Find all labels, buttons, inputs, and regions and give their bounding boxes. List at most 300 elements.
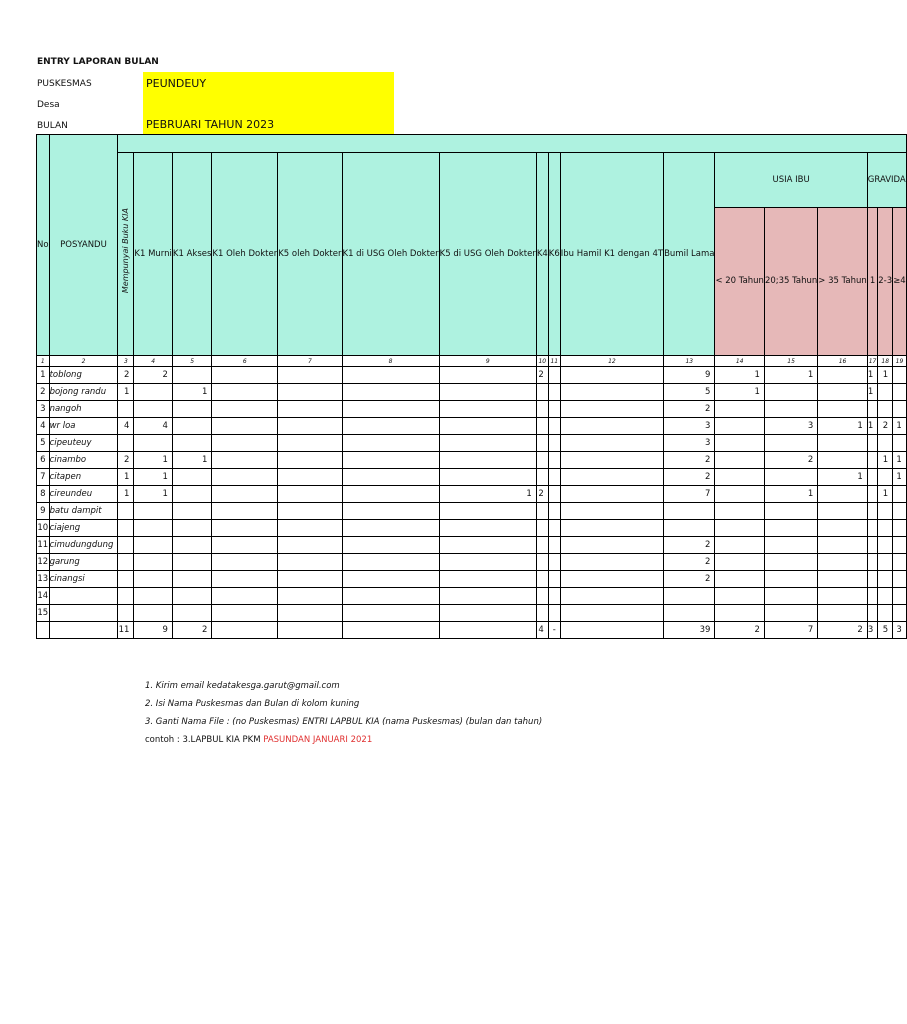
column-number: 5 <box>172 356 212 367</box>
table-cell[interactable]: 1 <box>878 452 893 469</box>
table-cell[interactable] <box>536 571 548 588</box>
table-cell[interactable] <box>867 503 877 520</box>
table-cell[interactable] <box>172 520 212 537</box>
table-cell[interactable] <box>278 503 342 520</box>
table-cell[interactable]: 4 <box>118 418 134 435</box>
table-cell[interactable] <box>715 401 765 418</box>
table-cell[interactable] <box>278 435 342 452</box>
table-cell[interactable] <box>212 588 278 605</box>
table-cell[interactable] <box>893 605 907 622</box>
table-cell[interactable]: 1 <box>893 452 907 469</box>
table-cell[interactable] <box>212 401 278 418</box>
table-cell[interactable]: 2 <box>118 452 134 469</box>
table-cell[interactable] <box>342 503 439 520</box>
table-cell[interactable]: 2 <box>536 486 548 503</box>
table-cell[interactable] <box>878 401 893 418</box>
table-cell[interactable] <box>878 469 893 486</box>
table-cell[interactable]: 1 <box>764 367 817 384</box>
row-posyandu[interactable]: cinambo <box>49 452 118 469</box>
table-cell[interactable] <box>439 503 536 520</box>
table-cell[interactable] <box>764 435 817 452</box>
row-posyandu[interactable] <box>49 605 118 622</box>
table-cell[interactable] <box>548 605 560 622</box>
table-cell[interactable] <box>548 452 560 469</box>
table-cell[interactable] <box>439 605 536 622</box>
table-cell[interactable] <box>134 537 173 554</box>
table-cell[interactable] <box>818 435 868 452</box>
col-gravida-1: 1 <box>867 208 877 356</box>
table-cell[interactable] <box>536 384 548 401</box>
table-cell[interactable] <box>560 571 663 588</box>
table-cell[interactable] <box>172 605 212 622</box>
table-cell[interactable]: 1 <box>134 452 173 469</box>
table-cell[interactable] <box>134 401 173 418</box>
table-cell[interactable] <box>536 605 548 622</box>
table-cell[interactable] <box>134 554 173 571</box>
table-cell[interactable] <box>764 401 817 418</box>
table-cell[interactable] <box>867 401 877 418</box>
row-no: 1 <box>37 367 50 384</box>
table-cell[interactable] <box>278 418 342 435</box>
table-cell[interactable] <box>715 435 765 452</box>
table-cell[interactable]: 1 <box>818 418 868 435</box>
table-cell[interactable] <box>172 486 212 503</box>
puskesmas-value[interactable]: PEUNDEUY <box>146 77 207 90</box>
table-cell[interactable] <box>536 401 548 418</box>
table-cell[interactable]: 2 <box>764 452 817 469</box>
table-cell[interactable] <box>764 520 817 537</box>
table-cell[interactable] <box>893 401 907 418</box>
table-cell[interactable] <box>536 537 548 554</box>
row-no: 7 <box>37 469 50 486</box>
table-cell[interactable] <box>278 554 342 571</box>
table-cell[interactable] <box>715 520 765 537</box>
table-cell[interactable] <box>715 571 765 588</box>
col-k5-usg: K5 di USG Oleh Dokter <box>439 153 536 356</box>
table-cell[interactable]: 4 <box>134 418 173 435</box>
table-cell[interactable] <box>536 520 548 537</box>
table-cell[interactable] <box>560 452 663 469</box>
table-cell[interactable] <box>548 418 560 435</box>
table-cell[interactable] <box>878 588 893 605</box>
table-cell[interactable] <box>278 401 342 418</box>
table-cell[interactable] <box>548 384 560 401</box>
row-no: 9 <box>37 503 50 520</box>
table-cell[interactable] <box>867 469 877 486</box>
table-cell[interactable]: 2 <box>664 554 715 571</box>
table-cell[interactable] <box>764 503 817 520</box>
table-cell[interactable] <box>715 486 765 503</box>
table-cell[interactable] <box>878 435 893 452</box>
table-cell[interactable] <box>893 520 907 537</box>
table-cell[interactable] <box>818 537 868 554</box>
table-cell[interactable] <box>560 367 663 384</box>
table-cell[interactable] <box>818 486 868 503</box>
table-cell[interactable] <box>715 588 765 605</box>
table-cell[interactable] <box>818 401 868 418</box>
table-cell[interactable] <box>536 469 548 486</box>
column-number: 10 <box>536 356 548 367</box>
table-cell[interactable]: 1 <box>867 367 877 384</box>
table-cell[interactable] <box>118 571 134 588</box>
table-cell[interactable]: 1 <box>715 367 765 384</box>
table-cell[interactable]: 3 <box>764 418 817 435</box>
table-cell[interactable] <box>212 435 278 452</box>
table-cell[interactable] <box>715 554 765 571</box>
table-cell[interactable]: 1 <box>118 384 134 401</box>
row-posyandu[interactable]: batu dampit <box>49 503 118 520</box>
table-cell[interactable] <box>818 452 868 469</box>
table-cell[interactable] <box>560 486 663 503</box>
table-cell[interactable] <box>342 571 439 588</box>
table-cell[interactable] <box>664 588 715 605</box>
table-cell[interactable] <box>893 503 907 520</box>
table-cell[interactable] <box>764 554 817 571</box>
table-cell[interactable] <box>560 401 663 418</box>
table-cell[interactable]: 1 <box>764 486 817 503</box>
table-cell[interactable] <box>536 435 548 452</box>
table-cell[interactable]: 1 <box>878 486 893 503</box>
table-cell[interactable] <box>278 605 342 622</box>
col-k5-dokter: K5 oleh Dokter <box>278 153 342 356</box>
table-cell[interactable] <box>342 537 439 554</box>
table-cell[interactable] <box>278 486 342 503</box>
table-cell[interactable] <box>134 435 173 452</box>
row-posyandu[interactable]: ciajeng <box>49 520 118 537</box>
row-posyandu[interactable] <box>49 588 118 605</box>
table-cell[interactable]: 1 <box>118 486 134 503</box>
table-cell[interactable] <box>818 367 868 384</box>
table-cell[interactable] <box>893 588 907 605</box>
table-cell[interactable] <box>342 452 439 469</box>
row-posyandu[interactable]: wr loa <box>49 418 118 435</box>
column-number: 9 <box>439 356 536 367</box>
table-cell[interactable] <box>342 520 439 537</box>
table-cell[interactable]: 1 <box>867 418 877 435</box>
table-row <box>37 435 907 452</box>
table-row <box>37 537 907 554</box>
table-cell[interactable] <box>548 469 560 486</box>
table-cell[interactable] <box>118 537 134 554</box>
table-cell[interactable] <box>878 537 893 554</box>
table-cell[interactable] <box>548 537 560 554</box>
table-cell[interactable] <box>118 520 134 537</box>
table-cell[interactable] <box>893 537 907 554</box>
table-cell[interactable] <box>212 605 278 622</box>
table-cell[interactable] <box>893 384 907 401</box>
table-cell[interactable] <box>818 588 868 605</box>
table-cell[interactable] <box>439 588 536 605</box>
table-cell[interactable] <box>878 571 893 588</box>
totals-row <box>37 622 907 639</box>
table-cell[interactable] <box>134 384 173 401</box>
table-cell[interactable] <box>878 605 893 622</box>
table-cell[interactable] <box>867 554 877 571</box>
bulan-label: BULAN <box>37 121 68 131</box>
table-cell[interactable] <box>172 401 212 418</box>
table-cell[interactable] <box>664 503 715 520</box>
table-cell[interactable]: 1 <box>172 452 212 469</box>
total-cell: 39 <box>664 622 715 639</box>
table-cell[interactable]: 3 <box>664 418 715 435</box>
table-cell[interactable] <box>439 520 536 537</box>
table-cell[interactable] <box>560 384 663 401</box>
table-cell[interactable] <box>439 452 536 469</box>
table-cell[interactable]: 2 <box>536 367 548 384</box>
table-cell[interactable]: 1 <box>893 469 907 486</box>
table-cell[interactable] <box>818 503 868 520</box>
table-cell[interactable] <box>548 486 560 503</box>
table-cell[interactable]: 1 <box>715 384 765 401</box>
table-cell[interactable] <box>867 452 877 469</box>
table-cell[interactable] <box>118 503 134 520</box>
table-cell[interactable] <box>342 384 439 401</box>
table-cell[interactable] <box>134 520 173 537</box>
table-cell[interactable]: 3 <box>664 435 715 452</box>
table-cell[interactable] <box>560 588 663 605</box>
table-cell[interactable] <box>278 469 342 486</box>
table-cell[interactable] <box>118 588 134 605</box>
table-cell[interactable] <box>878 384 893 401</box>
table-cell[interactable]: 1 <box>439 486 536 503</box>
column-number: 17 <box>868 357 877 365</box>
table-cell[interactable] <box>439 537 536 554</box>
note-1: 1. Kirim email kedatakesga.garut@gmail.com <box>145 681 340 691</box>
table-cell[interactable]: 2 <box>664 537 715 554</box>
table-cell[interactable] <box>439 384 536 401</box>
table-cell[interactable] <box>893 571 907 588</box>
table-cell[interactable] <box>172 588 212 605</box>
table-cell[interactable] <box>764 571 817 588</box>
table-cell[interactable] <box>172 554 212 571</box>
table-cell[interactable] <box>134 571 173 588</box>
table-cell[interactable] <box>548 401 560 418</box>
row-posyandu[interactable]: citapen <box>49 469 118 486</box>
table-cell[interactable] <box>439 435 536 452</box>
table-cell[interactable] <box>715 605 765 622</box>
table-cell[interactable] <box>342 486 439 503</box>
row-posyandu[interactable]: cireundeu <box>49 486 118 503</box>
table-cell[interactable] <box>212 554 278 571</box>
row-posyandu[interactable]: garung <box>49 554 118 571</box>
table-cell[interactable] <box>664 520 715 537</box>
table-cell[interactable] <box>536 503 548 520</box>
table-cell[interactable]: 2 <box>664 571 715 588</box>
bulan-value[interactable]: PEBRUARI TAHUN 2023 <box>146 118 275 131</box>
table-cell[interactable] <box>536 554 548 571</box>
row-posyandu[interactable]: bojong randu <box>49 384 118 401</box>
table-cell[interactable] <box>278 367 342 384</box>
table-cell[interactable] <box>548 571 560 588</box>
table-row <box>37 588 907 605</box>
table-cell[interactable] <box>867 486 877 503</box>
table-cell[interactable]: 2 <box>134 367 173 384</box>
table-cell[interactable] <box>548 554 560 571</box>
table-cell[interactable] <box>342 435 439 452</box>
table-cell[interactable] <box>134 503 173 520</box>
table-cell[interactable] <box>172 537 212 554</box>
table-cell[interactable] <box>212 503 278 520</box>
col-usia-ibu: USIA IBU <box>715 153 867 208</box>
table-cell[interactable] <box>818 571 868 588</box>
table-cell[interactable] <box>172 469 212 486</box>
column-number: 3 <box>118 356 134 367</box>
table-cell[interactable] <box>878 554 893 571</box>
table-cell[interactable]: 1 <box>172 384 212 401</box>
table-cell[interactable] <box>172 571 212 588</box>
table-cell[interactable] <box>212 367 278 384</box>
table-cell[interactable] <box>818 520 868 537</box>
table-cell[interactable] <box>764 605 817 622</box>
table-cell[interactable] <box>548 503 560 520</box>
table-cell[interactable] <box>134 588 173 605</box>
table-cell[interactable]: 1 <box>893 418 907 435</box>
col-k1-akses: K1 Akses <box>172 153 212 356</box>
table-cell[interactable]: 2 <box>878 418 893 435</box>
table-cell[interactable] <box>212 571 278 588</box>
row-posyandu[interactable]: cimudungdung <box>49 537 118 554</box>
table-cell[interactable] <box>342 367 439 384</box>
table-cell[interactable]: 2 <box>664 401 715 418</box>
table-cell[interactable]: 5 <box>664 384 715 401</box>
table-cell[interactable] <box>818 554 868 571</box>
table-cell[interactable] <box>715 537 765 554</box>
table-cell[interactable] <box>172 435 212 452</box>
table-cell[interactable] <box>134 605 173 622</box>
table-cell[interactable]: 1 <box>867 384 877 401</box>
table-cell[interactable] <box>867 520 877 537</box>
row-posyandu[interactable]: cinangsi <box>49 571 118 588</box>
table-cell[interactable] <box>342 605 439 622</box>
table-cell[interactable] <box>560 520 663 537</box>
table-cell[interactable] <box>278 452 342 469</box>
table-cell[interactable] <box>172 418 212 435</box>
column-number: 16 <box>818 356 868 367</box>
row-posyandu[interactable]: cipeuteuy <box>49 435 118 452</box>
total-cell <box>560 622 663 639</box>
table-cell[interactable] <box>278 384 342 401</box>
table-cell[interactable]: 9 <box>664 367 715 384</box>
table-cell[interactable] <box>212 384 278 401</box>
table-cell[interactable]: 1 <box>818 469 868 486</box>
table-cell[interactable] <box>548 367 560 384</box>
table-cell[interactable] <box>439 571 536 588</box>
table-cell[interactable] <box>278 588 342 605</box>
table-cell[interactable] <box>212 469 278 486</box>
table-cell[interactable] <box>342 418 439 435</box>
table-cell[interactable] <box>764 537 817 554</box>
table-cell[interactable] <box>342 554 439 571</box>
table-cell[interactable]: 1 <box>134 486 173 503</box>
table-cell[interactable] <box>560 503 663 520</box>
table-cell[interactable] <box>439 401 536 418</box>
table-cell[interactable] <box>548 520 560 537</box>
table-cell[interactable] <box>118 435 134 452</box>
table-cell[interactable]: 2 <box>118 367 134 384</box>
table-cell[interactable] <box>715 418 765 435</box>
column-number: 4 <box>134 356 173 367</box>
table-cell[interactable] <box>867 571 877 588</box>
row-posyandu[interactable]: nangoh <box>49 401 118 418</box>
table-cell[interactable] <box>893 554 907 571</box>
table-cell[interactable] <box>212 486 278 503</box>
table-cell[interactable] <box>278 571 342 588</box>
table-row <box>37 503 907 520</box>
table-cell[interactable] <box>664 605 715 622</box>
table-cell[interactable] <box>212 418 278 435</box>
table-cell[interactable] <box>536 452 548 469</box>
table-cell[interactable] <box>560 469 663 486</box>
table-cell[interactable] <box>893 486 907 503</box>
table-cell[interactable] <box>764 384 817 401</box>
table-cell[interactable] <box>715 452 765 469</box>
row-posyandu[interactable]: toblong <box>49 367 118 384</box>
table-cell[interactable] <box>715 503 765 520</box>
table-cell[interactable]: 2 <box>664 469 715 486</box>
table-cell[interactable]: 1 <box>134 469 173 486</box>
table-cell[interactable] <box>818 605 868 622</box>
table-cell[interactable] <box>878 520 893 537</box>
table-cell[interactable] <box>764 588 817 605</box>
table-cell[interactable] <box>560 554 663 571</box>
table-cell[interactable] <box>439 469 536 486</box>
table-cell[interactable] <box>118 554 134 571</box>
table-cell[interactable] <box>439 367 536 384</box>
table-cell[interactable] <box>118 401 134 418</box>
table-cell[interactable] <box>560 418 663 435</box>
table-cell[interactable]: 2 <box>664 452 715 469</box>
table-cell[interactable] <box>172 367 212 384</box>
table-cell[interactable] <box>893 435 907 452</box>
table-cell[interactable] <box>212 452 278 469</box>
table-cell[interactable] <box>878 503 893 520</box>
table-cell[interactable] <box>342 588 439 605</box>
table-cell[interactable] <box>893 367 907 384</box>
table-cell[interactable] <box>439 554 536 571</box>
table-cell[interactable] <box>560 605 663 622</box>
table-cell[interactable] <box>118 605 134 622</box>
table-cell[interactable] <box>867 537 877 554</box>
table-cell[interactable] <box>560 435 663 452</box>
table-cell[interactable]: 1 <box>118 469 134 486</box>
table-cell[interactable] <box>212 537 278 554</box>
table-cell[interactable] <box>548 588 560 605</box>
table-cell[interactable] <box>172 503 212 520</box>
total-blank <box>49 622 118 639</box>
table-cell[interactable] <box>278 520 342 537</box>
table-cell[interactable] <box>764 469 817 486</box>
table-cell[interactable] <box>548 435 560 452</box>
table-cell[interactable] <box>342 401 439 418</box>
header-band <box>118 135 906 153</box>
table-cell[interactable]: 7 <box>664 486 715 503</box>
table-cell[interactable] <box>715 469 765 486</box>
table-cell[interactable]: 1 <box>878 367 893 384</box>
table-cell[interactable] <box>867 435 877 452</box>
table-cell[interactable] <box>536 588 548 605</box>
table-cell[interactable] <box>560 537 663 554</box>
table-cell[interactable] <box>212 520 278 537</box>
table-cell[interactable] <box>278 537 342 554</box>
table-cell[interactable] <box>867 588 877 605</box>
table-cell[interactable] <box>439 418 536 435</box>
table-cell[interactable] <box>342 469 439 486</box>
table-cell[interactable] <box>536 418 548 435</box>
column-number: 1 <box>37 356 50 367</box>
column-number: 13 <box>664 356 715 367</box>
table-cell[interactable] <box>818 384 868 401</box>
table-cell[interactable] <box>867 605 877 622</box>
